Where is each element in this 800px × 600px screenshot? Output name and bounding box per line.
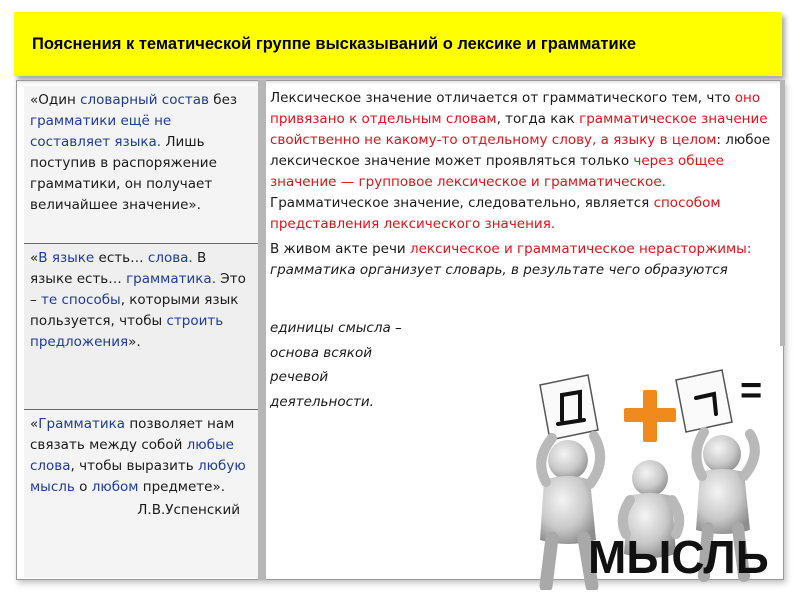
quote-cell-2 <box>24 244 258 410</box>
quote-cell-1 <box>24 86 258 244</box>
quote-author: Л.В.Успенский <box>137 502 240 518</box>
quote2-highlight-3: грамматика. <box>126 271 216 287</box>
quote1-highlight-5: не составляет языка. <box>30 113 172 150</box>
quote2-highlight-1: В языке <box>38 250 95 266</box>
expl-highlight-2: грамматическое значение свойственно не какому-то отдельному слову, а языку в целом <box>270 111 768 148</box>
expl-highlight-5: лексическое и грамматическое нерасторжимы: <box>409 241 752 257</box>
quote2-text-5: , которыми язык пользуется, чтобы <box>30 292 239 329</box>
quote3-text-5: о <box>74 479 92 495</box>
expl-italic-1: грамматика организует словарь, в результате чего образуются <box>270 262 728 278</box>
quote3-highlight-2: любые <box>186 437 234 453</box>
thought-word: МЫСЛЬ <box>588 531 769 583</box>
quote3-text-1: « <box>30 416 39 432</box>
expl-highlight-1: оно привязано к отдельным словам <box>270 90 761 127</box>
explanation-paragraph-1 <box>270 88 775 235</box>
quote2-text-4: Это – <box>30 271 246 308</box>
expl-text-5: В живом акте речи <box>270 241 410 257</box>
conclusion-line-4: деятельности. <box>270 393 374 410</box>
expl-text-2: , тогда как <box>496 111 580 127</box>
quote1-highlight-4: ещё <box>120 113 150 129</box>
explanation-paragraph-2 <box>270 239 775 281</box>
equals-sign: = <box>740 370 763 412</box>
quote2-highlight-4: те способы <box>41 292 121 308</box>
quote2-text-1: « <box>30 250 39 266</box>
conclusion-line-3: речевой <box>270 369 329 385</box>
quote2-text-3: В языке есть… <box>30 250 207 287</box>
expl-text-3: : любое лексическое значение может проявляться только <box>270 132 771 169</box>
column-divider <box>258 80 266 580</box>
quote3-highlight-4: любую мысль <box>30 458 246 495</box>
expl-text-4: Грамматическое значение, следовательно, является <box>270 195 654 211</box>
page-title-bar <box>14 12 782 76</box>
plus-sign <box>624 390 676 442</box>
page-title: Пояснения к тематической группе высказываний о лексике и грамматике <box>32 34 637 53</box>
quote1-highlight-3: грамматики <box>30 113 117 129</box>
quote1-highlight-2: состав <box>161 92 209 108</box>
quote2-text-2: есть… <box>94 250 148 266</box>
quote3-text-6: предмете». <box>138 479 226 495</box>
quote-cell-3 <box>24 410 258 578</box>
expl-highlight-4: способом представления лексического значения. <box>270 195 721 232</box>
expl-text-1: Лексическое значение отличается от грамматического тем, что <box>270 90 735 106</box>
right-border <box>780 80 785 346</box>
quote3-highlight-3: слова <box>30 458 71 474</box>
quote2-text-6: ». <box>128 334 141 350</box>
conclusion-lines <box>270 316 402 414</box>
quote1-text-6: Лишь поступив в распоряжение грамматики, он получает величайшее значение». <box>30 134 217 213</box>
quote1-text-1: «Один <box>30 92 81 108</box>
quote2-highlight-2: слова. <box>147 250 193 266</box>
quote3-highlight-1: Грамматика <box>38 416 126 432</box>
quote1-text-3: без <box>209 92 238 108</box>
quote3-text-4: , чтобы выразить <box>70 458 199 474</box>
conclusion-line-2: основа всякой <box>270 344 372 361</box>
quote2-highlight-5: строить предложения <box>30 313 224 350</box>
quote3-highlight-5: любом <box>91 479 139 495</box>
quotes-column <box>24 86 258 578</box>
conclusion-line-1: единицы смысла – <box>270 320 402 336</box>
expl-highlight-3: через общее значение — групповое лексическое и грамматическое. <box>270 153 724 190</box>
explanation-column <box>270 88 775 283</box>
quote3-text-2: позволяет нам связать между собой <box>30 416 235 453</box>
quote1-highlight-1: словарный <box>80 92 158 108</box>
